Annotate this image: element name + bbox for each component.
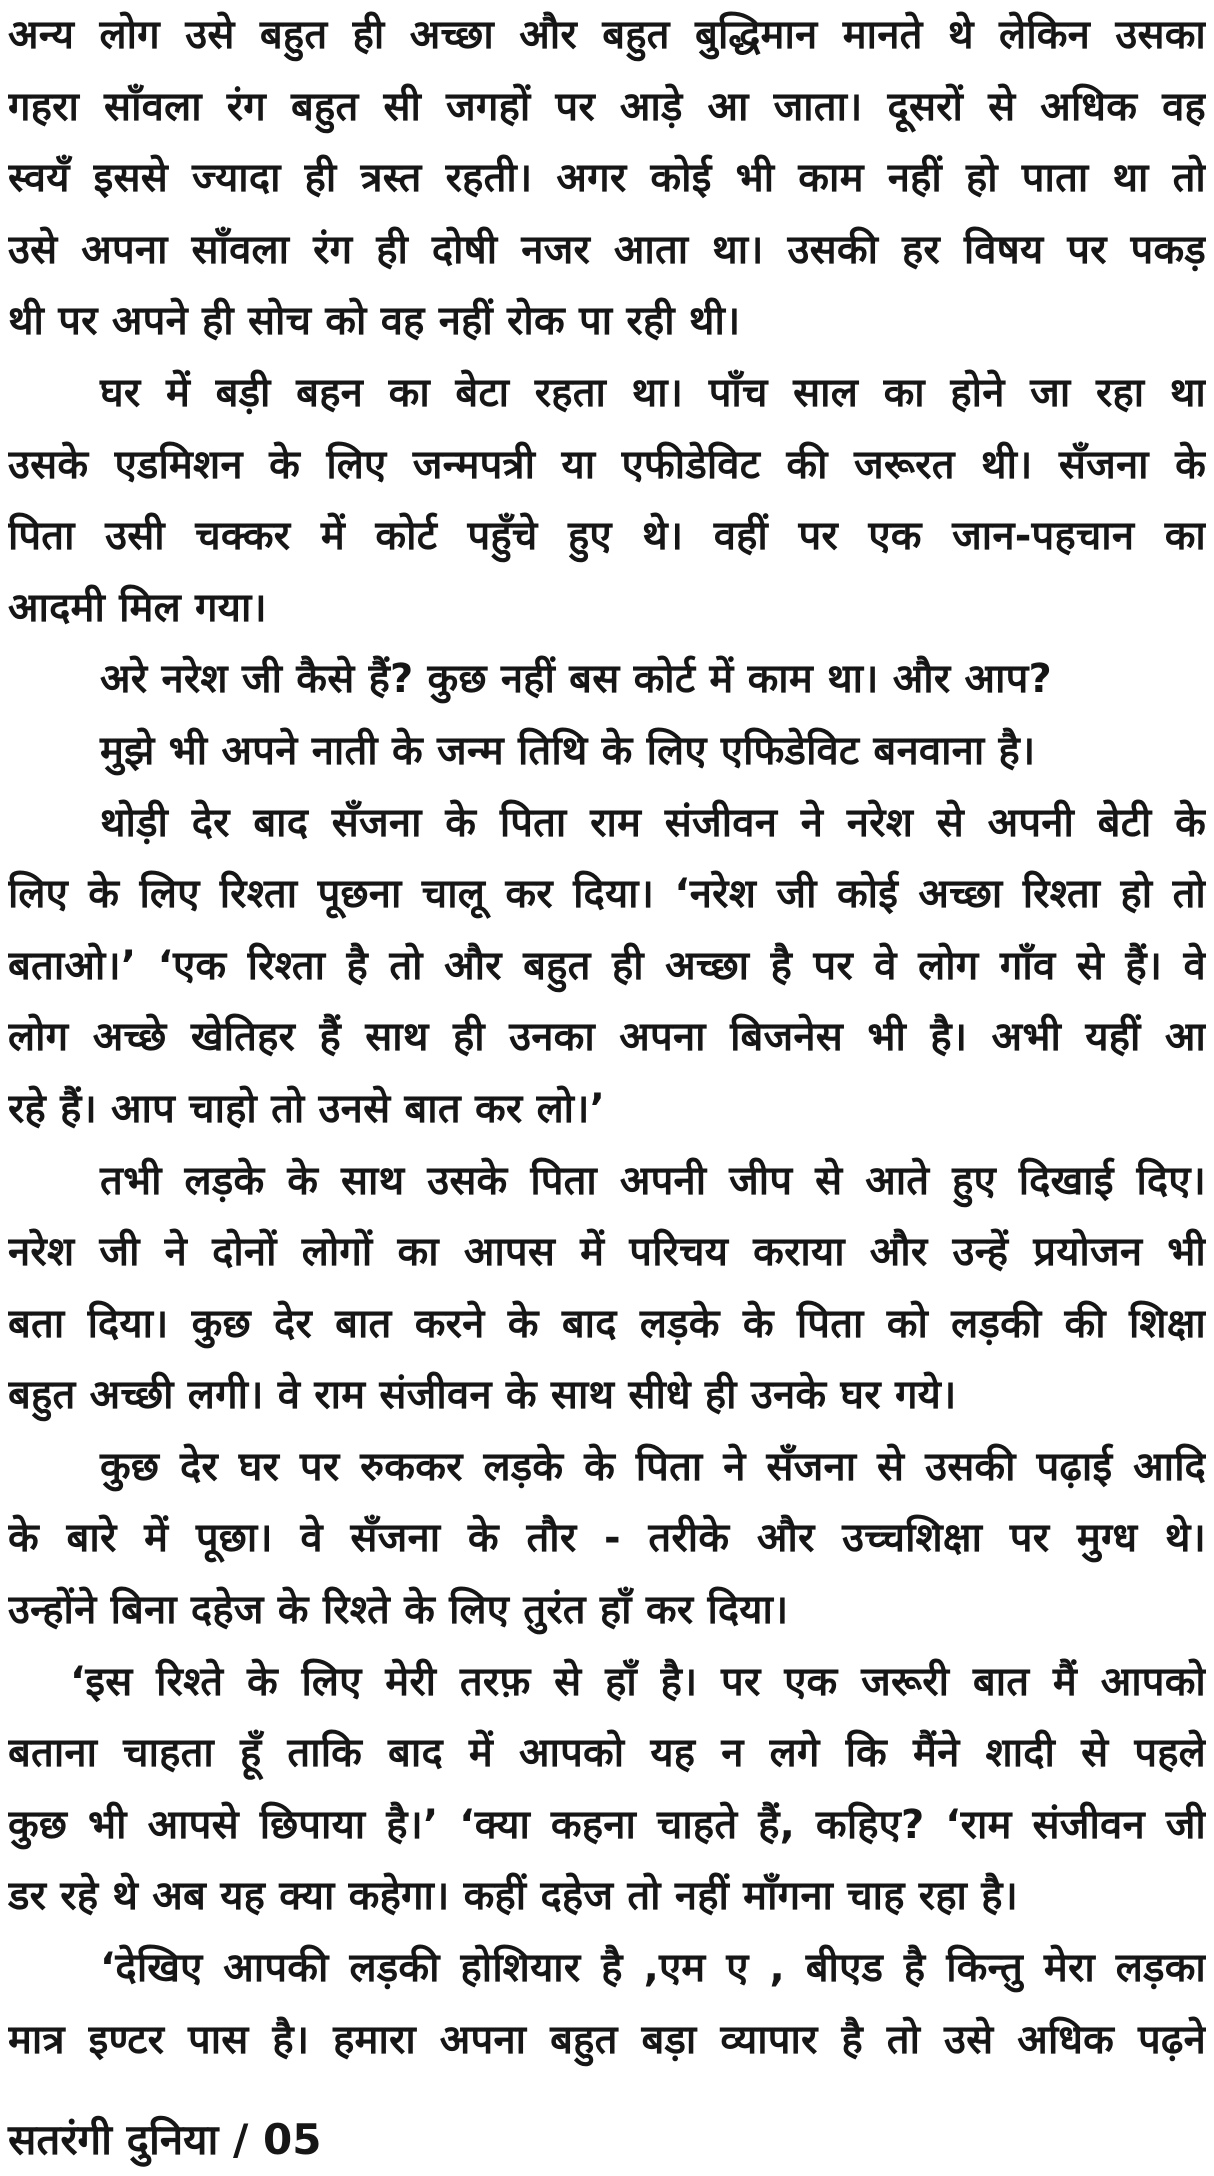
text-line: आदमी मिल गया। — [8, 584, 267, 631]
publication-title: सतरंगी दुनिया — [8, 2115, 219, 2164]
text-line: घर में बड़ी बहन का बेटा रहता था। पाँच साल का होने जा रहा था — [100, 369, 1206, 416]
text-line: गहरा साँवला रंग बहुत सी जगहों पर आड़े आ जाता। दूसरों से अधिक वह — [8, 83, 1206, 130]
text-line: के बारे में पूछा। वे सँजना के तौर - तरीके और उच्चशिक्षा पर मुग्ध थे। — [8, 1515, 1206, 1562]
text-line: थोड़ी देर बाद सँजना के पिता राम संजीवन ने नरेश से अपनी बेटी के — [100, 799, 1206, 846]
text-line: उन्होंने बिना दहेज के रिश्ते के लिए तुरंत हाँ कर दिया। — [8, 1587, 789, 1634]
text-line: बताना चाहता हूँ ताकि बाद में आपको यह न लगे कि मैंने शादी से पहले — [8, 1730, 1206, 1777]
text-line: डर रहे थे अब यह क्या कहेगा। कहीं दहेज तो नहीं माँगना चाह रहा है। — [8, 1873, 1019, 1920]
text-line: कुछ देर घर पर रुककर लड़के के पिता ने सँजना से उसकी पढ़ाई आदि — [100, 1443, 1206, 1490]
text-line: लिए के लिए रिश्ता पूछना चालू कर दिया। ‘नरेश जी कोई अच्छा रिश्ता हो तो — [8, 871, 1206, 918]
text-line: ‘इस रिश्ते के लिए मेरी तरफ़ से हाँ है। पर एक जरूरी बात मैं आपको — [70, 1658, 1206, 1705]
text-line: स्वयँ इससे ज्यादा ही त्रस्त रहती। अगर कोई भी काम नहीं हो पाता था तो — [8, 155, 1206, 202]
text-line: मात्र इण्टर पास है। हमारा अपना बहुत बड़ा व्यापार है तो उसे अधिक पढ़ने — [8, 2016, 1206, 2063]
text-line: थी पर अपने ही सोच को वह नहीं रोक पा रही थी। — [8, 298, 741, 345]
text-line: पिता उसी चक्कर में कोर्ट पहुँचे हुए थे। वहीं पर एक जान-पहचान का — [8, 513, 1206, 560]
text-line: कुछ भी आपसे छिपाया है।’ ‘क्या कहना चाहते हैं, कहिए? ‘राम संजीवन जी — [8, 1801, 1206, 1848]
text-line: उसे अपना साँवला रंग ही दोषी नजर आता था। उसकी हर विषय पर पकड़ — [8, 226, 1206, 273]
page-body — [8, 0, 1206, 2076]
text-line: रहे हैं। आप चाहो तो उनसे बात कर लो।’ — [8, 1085, 606, 1132]
text-line: अन्य लोग उसे बहुत ही अच्छा और बहुत बुद्धिमान मानते थे लेकिन उसका — [8, 12, 1206, 58]
text-line: मुझे भी अपने नाती के जन्म तिथि के लिए एफिडेविट बनवाना है। — [100, 727, 1036, 774]
page-number: 05 — [262, 2115, 322, 2164]
text-line: बता दिया। कुछ देर बात करने के बाद लड़के के पिता को लड़की की शिक्षा — [8, 1300, 1206, 1347]
text-line: लोग अच्छे खेतिहर हैं साथ ही उनका अपना बिजनेस भी है। अभी यहीं आ — [8, 1014, 1206, 1061]
text-line: उसके एडमिशन के लिए जन्मपत्री या एफीडेविट की जरूरत थी। सँजना के — [8, 441, 1206, 488]
text-line: नरेश जी ने दोनों लोगों का आपस में परिचय कराया और उन्हें प्रयोजन भी — [8, 1229, 1206, 1276]
text-line: ‘देखिए आपकी लड़की होशियार है ,एम ए , बीएड है किन्तु मेरा लड़का — [100, 1945, 1206, 1992]
footer-separator: / — [233, 2115, 249, 2164]
text-line: बहुत अच्छी लगी। वे राम संजीवन के साथ सीधे ही उनके घर गये। — [8, 1372, 957, 1419]
text-line: बताओ।’ ‘एक रिश्ता है तो और बहुत ही अच्छा है पर वे लोग गाँव से हैं। वे — [8, 942, 1206, 989]
text-line: तभी लड़के के साथ उसके पिता अपनी जीप से आते हुए दिखाई दिए। — [100, 1157, 1206, 1204]
text-line: अरे नरेश जी कैसे हैं? कुछ नहीं बस कोर्ट में काम था। और आप? — [100, 656, 1052, 703]
page-footer — [8, 2110, 321, 2170]
